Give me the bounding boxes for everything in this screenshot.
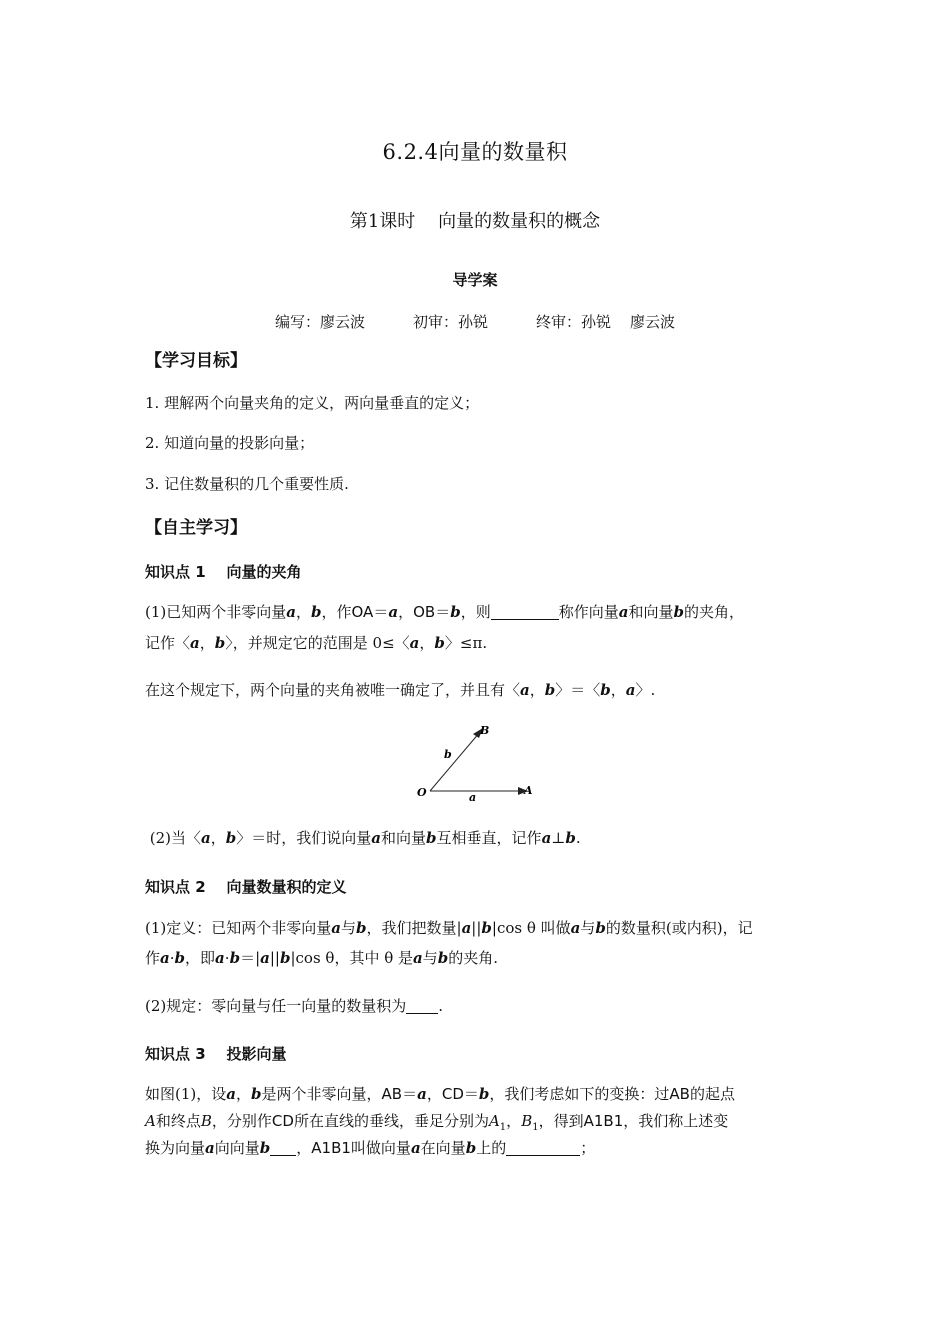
page-title: 6.2.4向量的数量积 [382,140,568,164]
k2-paragraph-1: (1)定义：已知两个非零向量a与b，我们把数量|a||b|cos θ 叫做a与b的数量积(或内积)，记 [145,919,753,937]
k1-paragraph-3: (2)当〈a，b〉＝时，我们说向量a和向量b互相垂直，记作a⊥b. [145,829,581,847]
lesson-subtitle: 第1课时 向量的数量积的概念 [349,211,601,232]
fill-blank[interactable] [270,1139,296,1156]
final-reviewer: 终审：孙锐 廖云波 [535,313,676,331]
self-study-heading: 【自主学习】 [145,518,247,538]
knowledge-point-1-title: 知识点 1 向量的夹角 [145,563,302,581]
knowledge-point-2-title: 知识点 2 向量数量积的定义 [145,878,347,896]
goal-item: 3. 记住数量积的几个重要性质. [145,475,349,493]
vector-b-label: b [444,748,452,761]
point-A-label: A [524,784,533,797]
first-reviewer: 初审：孙锐 [412,313,488,331]
k3-paragraph-1: 如图(1)，设a，b是两个非零向量，AB＝a，CD＝b，我们考虑如下的变换：过AB的起点 [145,1085,735,1103]
fill-blank[interactable] [406,997,438,1014]
k1-paragraph-2: 在这个规定下，两个向量的夹角被唯一确定了，并且有〈a，b〉＝〈b，a〉. [145,681,656,699]
writer: 编写：廖云波 [274,313,365,331]
k2-paragraph-2: (2)规定：零向量与任一向量的数量积为 . [145,997,444,1015]
k1-paragraph-1-cont: 记作〈a，b〉，并规定它的范围是 0≤〈a，b〉≤π. [145,634,488,652]
k3-paragraph-1-cont: A和终点B，分别作CD所在直线的垂线，垂足分别为$A_1$，$B_1$，得到A1B1，我们称上述变 [145,1112,729,1133]
fill-blank[interactable] [491,603,559,620]
k2-paragraph-1-cont: 作a·b，即a·b＝|a||b|cos θ，其中 θ 是a与b的夹角. [145,949,499,967]
angle-diagram [410,718,550,808]
goal-item: 2. 知道向量的投影向量； [145,434,315,452]
point-B-label: B [480,724,490,737]
goals-heading: 【学习目标】 [145,351,247,371]
authors-line [0,311,950,332]
point-O-label: O [417,786,427,799]
vector-a-label: a [469,791,477,804]
vector-b-line [430,732,480,791]
fill-blank[interactable] [506,1139,580,1156]
document-type: 导学案 [452,271,498,289]
goal-item: 1. 理解两个向量夹角的定义，两向量垂直的定义； [145,394,480,412]
k3-paragraph-1-cont2: 换为向量a向向量b ，A1B1叫做向量a在向量b上的 ； [145,1139,596,1157]
knowledge-point-3-title: 知识点 3 投影向量 [145,1045,287,1063]
k1-paragraph-1: (1)已知两个非零向量a，b，作OA＝a，OB＝b，则 称作向量a和向量b的夹角， [145,603,745,621]
